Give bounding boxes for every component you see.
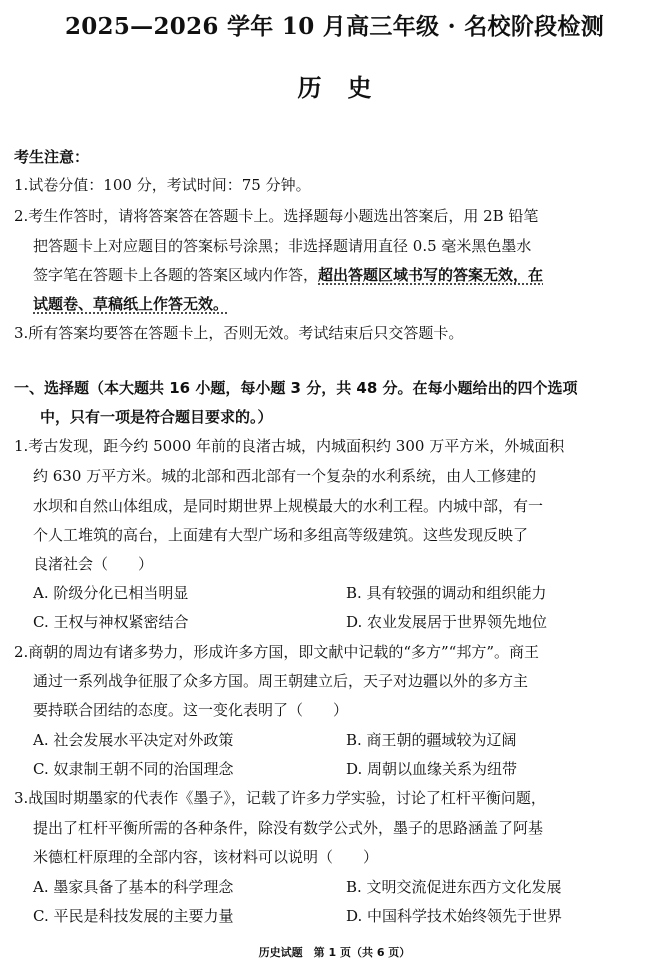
question-2-option-a: A. 社会发展水平决定对外政策: [33, 731, 234, 749]
question-2-option-d: D. 周朝以血缘关系为纽带: [346, 760, 518, 778]
question-1-line: 约 630 万平方米。城的北部和西北部有一个复杂的水利系统，由人工修建的: [33, 467, 537, 485]
question-3-option-b: B. 文明交流促进东西方文化发展: [346, 878, 562, 896]
notice-emphasis: 超出答题区域书写的答案无效，在: [318, 266, 544, 284]
question-1-line: 良渚社会（ ）: [33, 555, 154, 573]
page-footer: 历史试题 第 1 页（共 6 页）: [258, 946, 411, 959]
question-1-option-b: B. 具有较强的调动和组织能力: [346, 584, 547, 602]
question-2-option-b: B. 商王朝的疆域较为辽阔: [346, 731, 517, 749]
question-3-option-a: A. 墨家具备了基本的科学理念: [33, 878, 234, 896]
question-3-line: 提出了杠杆平衡所需的各种条件，除没有数学公式外，墨子的思路涵盖了阿基: [33, 819, 544, 837]
question-3-line: 米德杠杆原理的全部内容，该材料可以说明（ ）: [33, 848, 379, 866]
section-heading: 一、选择题（本大题共 16 小题，每小题 3 分，共 48 分。在每小题给出的四个选项: [14, 379, 578, 397]
notice-emphasis-2: 试题卷、草稿纸上作答无效。: [33, 295, 229, 313]
subject-title: 历史: [297, 73, 398, 102]
question-1-option-a: A. 阶级分化已相当明显: [33, 584, 189, 602]
notice-item-1: 1.试卷分值：100 分，考试时间：75 分钟。: [14, 176, 311, 194]
question-2-line: 2.商朝的周边有诸多势力，形成许多方国，即文献中记载的“多方”“邦方”。商王: [14, 643, 539, 661]
notice-heading: 考生注意：: [14, 148, 90, 166]
question-1-option-c: C. 王权与神权紧密结合: [33, 613, 189, 631]
notice-item-3: 3.所有答案均要答在答题卡上，否则无效。考试结束后只交答题卡。: [14, 324, 464, 342]
question-2-line: 通过一系列战争征服了众多方国。周王朝建立后，天子对边疆以外的多方主: [33, 672, 529, 690]
question-2-line: 要持联合团结的态度。这一变化表明了（ ）: [33, 701, 349, 719]
question-3-option-d: D. 中国科学技术始终领先于世界: [346, 907, 563, 925]
notice-item-2: 2.考生作答时，请将答案答在答题卡上。选择题每小题选出答案后，用 2B 铅笔: [14, 207, 539, 225]
section-heading-cont: 中，只有一项是符合题目要求的。）: [40, 408, 273, 426]
notice-item-2-cont: 把答题卡上对应题目的答案标号涂黑；非选择题请用直径 0.5 毫米黑色墨水: [33, 237, 532, 255]
question-1-option-d: D. 农业发展居于世界领先地位: [346, 613, 548, 631]
notice-item-2-cont3: [33, 293, 228, 314]
question-3-line: 3.战国时期墨家的代表作《墨子》，记载了许多力学实验，讨论了杠杆平衡问题，: [14, 789, 546, 807]
exam-title: 2025—2026 学年 10 月高三年级 · 名校阶段检测: [64, 13, 605, 40]
question-1-line: 个人工堆筑的高台，上面建有大型广场和多组高等级建筑。这些发现反映了: [33, 526, 529, 544]
question-1-line: 水坝和自然山体组成，是同时期世界上规模最大的水利工程。内城中部，有一: [33, 497, 544, 515]
notice-text: 签字笔在答题卡上各题的答案区域内作答，: [33, 266, 319, 284]
question-3-option-c: C. 平民是科技发展的主要力量: [33, 907, 234, 925]
notice-item-2-cont2: [33, 264, 543, 285]
question-1-line: 1.考古发现，距今约 5000 年前的良渚古城，内城面积约 300 万平方米，外城面积: [14, 437, 565, 455]
question-2-option-c: C. 奴隶制王朝不同的治国理念: [33, 760, 234, 778]
